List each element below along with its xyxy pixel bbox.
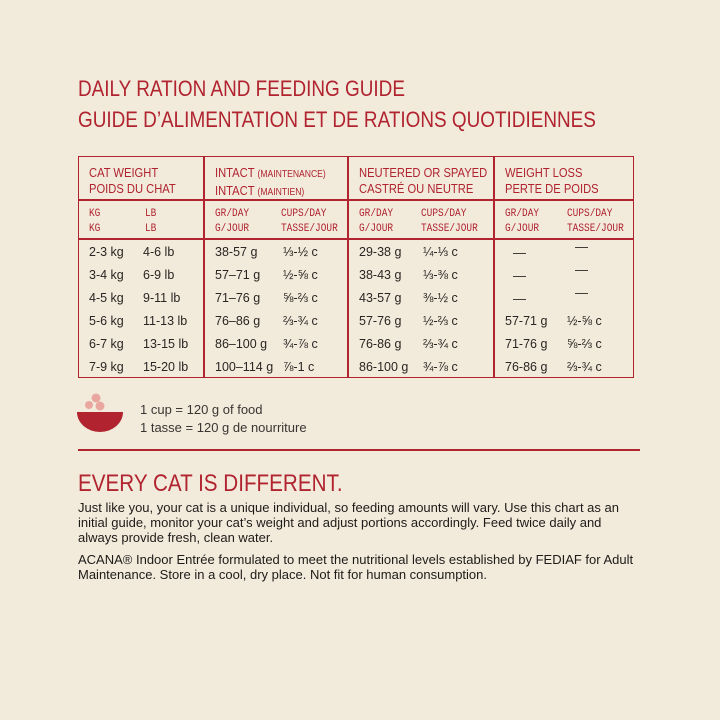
table-cell-lb: 15-20 lb [143,360,189,374]
table-cell-neut-g: 86-100 g [359,360,409,374]
table-cell-loss-g: — [513,291,526,306]
table-cell-neut-c: ⅔-¾ c [423,337,458,351]
table-cell-neut-c: ¾-⅞ c [423,360,458,374]
table-cell-lb: 13-15 lb [143,337,189,351]
unit-loss-grams: GR/DAY G/JOUR [505,208,540,235]
food-bowl-icon [76,392,124,436]
cup-conversion-french: 1 tasse = 120 g de nourriture [140,420,307,435]
table-cell-lb: 11-13 lb [143,314,188,328]
table-cell-intact-c: ¾-⅞ c [283,337,318,351]
table-cell-loss-c: ⅝-⅔ c [567,337,602,351]
table-cell-neut-g: 29-38 g [359,245,402,259]
unit-neutered-cups: CUPS/DAY TASSE/JOUR [421,208,478,235]
table-cell-intact-g: 76–86 g [215,314,261,328]
product-statement-paragraph: ACANA® Indoor Entrée formulated to meet the nutritional levels established by FEDIAF for Adult Maintenance. Store in a cool, dry place. Not fit for human consumption. [78,552,634,582]
table-cell-loss-g: — [513,268,526,283]
table-cell-kg: 6-7 kg [89,337,124,351]
unit-intact-cups: CUPS/DAY TASSE/JOUR [281,208,338,235]
table-cell-intact-c: ⅝-⅔ c [283,291,318,305]
feeding-table [78,156,634,378]
table-cell-lb: 9-11 lb [143,291,181,305]
table-cell-neut-c: ½-⅔ c [423,314,458,328]
table-cell-loss-c: ⅔-¾ c [567,360,602,374]
table-cell-loss-g: — [513,245,526,260]
table-cell-intact-g: 57–71 g [215,268,261,282]
table-cell-neut-g: 43-57 g [359,291,402,305]
table-cell-loss-g: 71-76 g [505,337,548,351]
table-cell-lb: 6-9 lb [143,268,175,282]
title-french: GUIDE D’ALIMENTATION ET DE RATIONS QUOTIDIENNES [78,107,596,132]
table-cell-neut-c: ¼-⅓ c [423,245,458,259]
table-cell-loss-g: 76-86 g [505,360,548,374]
table-cell-loss-c: — [575,262,588,277]
table-cell-intact-g: 100–114 g [215,360,274,374]
header-neutered: NEUTERED OR SPAYED CASTRÉ OU NEUTRE [359,165,488,196]
table-cell-intact-c: ⅓-½ c [283,245,318,259]
header-intact: INTACT (MAINTENANCE) INTACT (MAINTIEN) [215,165,326,198]
table-cell-loss-c: — [575,239,588,254]
cup-conversion-english: 1 cup = 120 g of food [140,402,263,417]
table-cell-neut-c: ⅓-⅜ c [423,268,458,282]
table-cell-neut-g: 76-86 g [359,337,402,351]
header-cat-weight: CAT WEIGHT POIDS DU CHAT [89,165,176,196]
unit-loss-cups: CUPS/DAY TASSE/JOUR [567,208,624,235]
unit-intact-grams: GR/DAY G/JOUR [215,208,250,235]
table-cell-kg: 2-3 kg [89,245,124,259]
unit-kg: KG KG [89,208,101,235]
table-cell-lb: 4-6 lb [143,245,175,259]
table-cell-neut-g: 38-43 g [359,268,402,282]
table-cell-intact-g: 71–76 g [215,291,261,305]
feeding-advice-paragraph: Just like you, your cat is a unique individual, so feeding amounts will vary. Use this chart as an initial guide, monitor your cat’s weight and adjust portions accordingly. Feed twice daily and always provide fresh, clean water. [78,500,619,545]
table-cell-intact-g: 38-57 g [215,245,258,259]
table-cell-kg: 4-5 kg [89,291,124,305]
header-weight-loss: WEIGHT LOSS PERTE DE POIDS [505,165,599,196]
table-cell-kg: 3-4 kg [89,268,124,282]
table-cell-neut-c: ⅜-½ c [423,291,458,305]
title-english: DAILY RATION AND FEEDING GUIDE [78,76,405,101]
table-cell-loss-g: 57-71 g [505,314,548,328]
table-cell-intact-c: ⅞-1 c [283,360,315,374]
table-cell-loss-c: ½-⅝ c [567,314,602,328]
table-cell-neut-g: 57-76 g [359,314,402,328]
unit-neutered-grams: GR/DAY G/JOUR [359,208,394,235]
section-divider [78,449,640,451]
unit-lb: LB LB [145,208,157,235]
table-cell-intact-c: ⅔-¾ c [283,314,318,328]
table-cell-intact-g: 86–100 g [215,337,268,351]
table-cell-kg: 5-6 kg [89,314,124,328]
table-cell-loss-c: — [575,285,588,300]
table-cell-intact-c: ½-⅝ c [283,268,318,282]
section-heading: EVERY CAT IS DIFFERENT. [78,470,343,497]
table-cell-kg: 7-9 kg [89,360,124,374]
